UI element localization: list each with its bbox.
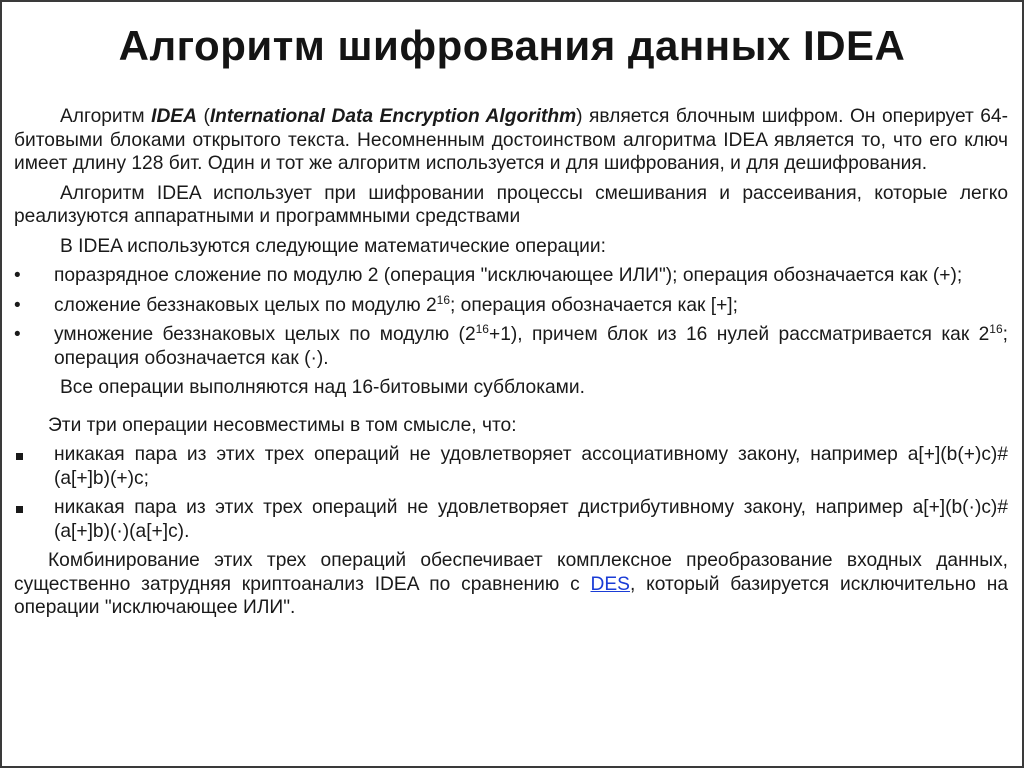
op-add-text-a: сложение беззнаковых целых по модулю 2 — [54, 294, 437, 316]
bullet-square-icon — [14, 443, 34, 467]
op-mul-text-a: умножение беззнаковых целых по модулю (2 — [54, 324, 476, 345]
list-item-op-add — [14, 294, 1008, 318]
paragraph-subblocks: Все операции выполняются над 16-битовыми субблоками. — [60, 377, 585, 398]
paragraph-incompat-intro: Эти три операции несовместимы в том смысле, что: — [48, 414, 517, 436]
list-item-op-xor — [14, 264, 1008, 288]
op-add-text-b: ; операция обозначается как [+]; — [450, 294, 738, 316]
list-item-assoc — [14, 443, 1008, 490]
distrib-text: никакая пара из этих трех операций не удовлетворяет дистрибутивному закону, например a[+](b(·)c)#(a[+]b)(·)(a[+]c). — [54, 497, 1008, 542]
op-mul-sup-2: 16 — [989, 322, 1003, 336]
bullet-dot-icon: • — [14, 265, 21, 286]
slide-title: Алгоритм шифрования данных IDEA — [118, 22, 906, 69]
op-mul-sup-1: 16 — [475, 322, 489, 336]
list-item-distrib — [14, 496, 1008, 543]
bullet-dot-icon: • — [14, 324, 21, 345]
paragraph-ops-intro: В IDEA используются следующие математические операции: — [60, 235, 606, 257]
des-link[interactable]: DES — [590, 573, 630, 595]
intro-text-1: Алгоритм — [60, 106, 152, 127]
assoc-text: никакая пара из этих трех операций не удовлетворяет ассоциативному закону, например a[+](b(+)c)#(a[+]b)(+)c; — [54, 444, 1008, 489]
intro-fullname-emphasis: International Data Encryption Algorithm — [209, 106, 577, 127]
bullet-dot-icon: • — [14, 294, 21, 316]
bullet-square-icon — [14, 496, 34, 520]
list-item-op-mul — [14, 323, 1008, 370]
op-xor-text: поразрядное сложение по модулю 2 (операция "исключающее ИЛИ"); операция обозначается как (+); — [54, 265, 963, 286]
op-mul-text-c: ; операция обозначается как (·). — [54, 324, 1008, 369]
op-add-sup: 16 — [436, 292, 451, 307]
paragraph-conclusion — [14, 549, 1008, 620]
paragraph-mixing: Алгоритм IDEA использует при шифровании процессы смешивания и рассеивания, которые легко реализуются аппаратными и программными средствами — [14, 182, 1008, 227]
intro-text-2: ( — [196, 106, 210, 127]
conclusion-text-1: Комбинирование этих трех операций обеспечивает комплексное преобразование входных данных, существенно затрудняя криптоанализ IDEA по сравнению с — [14, 550, 1008, 595]
intro-text-3: ) является блочным шифром. Он оперирует 64-битовыми блоками открытого текста. Несомненным достоинством алгоритма IDEA является то, что его ключ имеет длину 128 бит. Один и тот же алгоритм используется и для шифрования, и для дешифрования. — [14, 106, 1008, 174]
intro-idea-emphasis: IDEA — [151, 106, 197, 127]
paragraph-intro — [14, 105, 1008, 176]
slide-content — [14, 105, 1008, 626]
conclusion-text-2: , который базируется исключительно на операции "исключающее ИЛИ". — [14, 573, 1008, 618]
op-mul-text-b: +1), причем блок из 16 нулей рассматривается как 2 — [488, 324, 990, 345]
